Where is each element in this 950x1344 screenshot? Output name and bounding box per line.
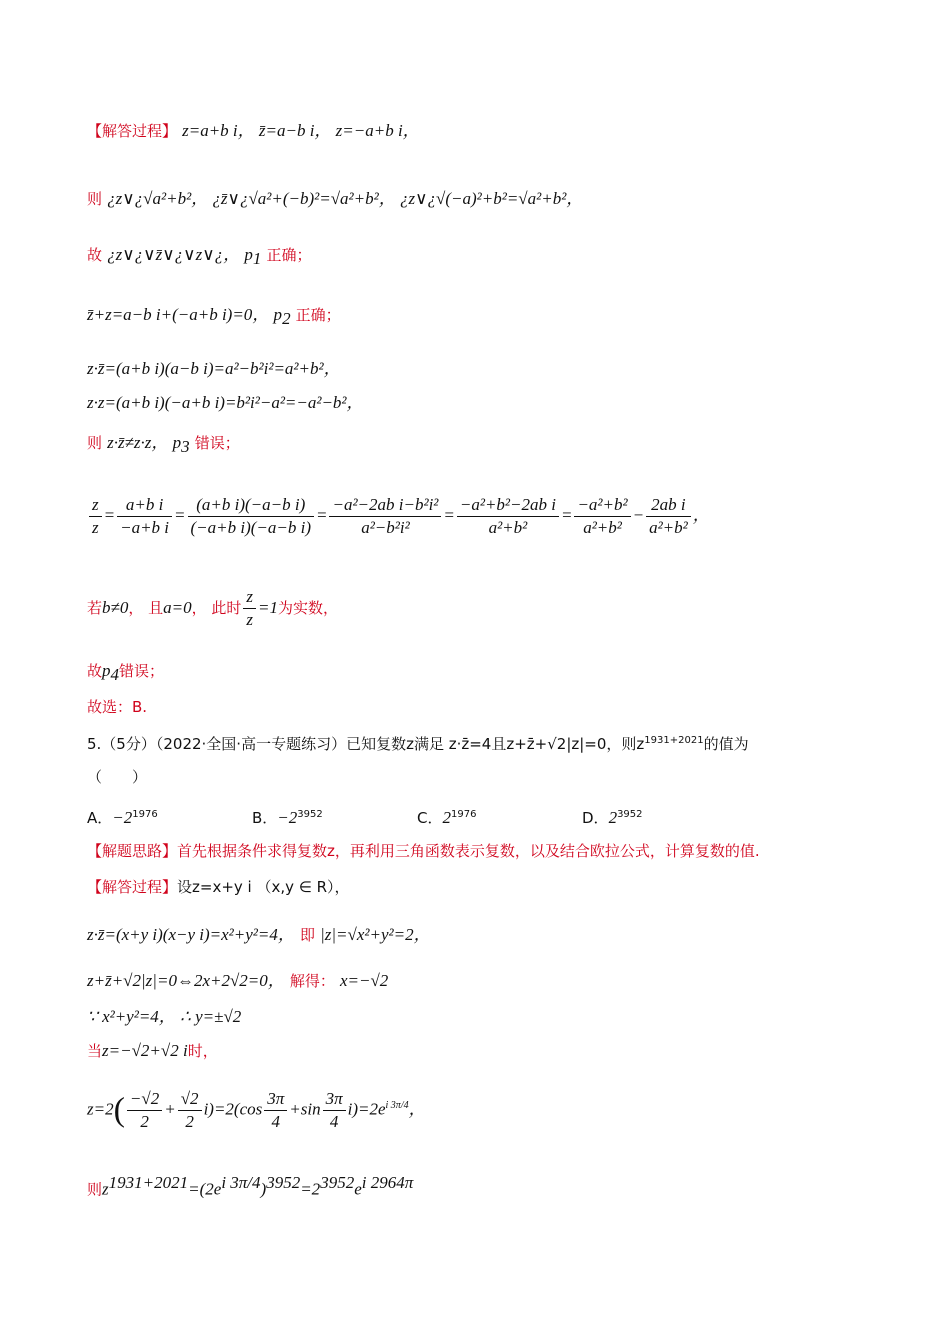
option-c[interactable]: C．$2^{1976}$ <box>417 808 477 827</box>
fraction: $\frac{\text{(a+b i)(−a−b i)}}{\text{(−a+b i)(−a−b i)}}$ <box>188 494 314 539</box>
solution-2-line-1 <box>87 924 431 946</box>
p3-line <box>87 432 240 458</box>
formula: z·z̄=(a+b i)(a−b i)=a²−b²i²=a²+b²， <box>87 359 341 378</box>
fraction: $\frac{√2}{2}$ <box>178 1088 202 1133</box>
verdict-text: 错误； <box>194 434 240 452</box>
solution-2-line-3 <box>87 1006 241 1028</box>
text: 若 <box>87 599 103 617</box>
option-a[interactable]: A．$-2^{1976}$ <box>87 808 158 827</box>
formula: z <box>102 1179 109 1199</box>
fraction: $\frac{\text{−a²+b²−2ab i}}{\text{a²+b²}}$ <box>457 494 559 539</box>
subscript: 4 <box>110 665 120 685</box>
solution-2-line-6: 则$z^{1931+2021}=(2e^{i 3\pi/4})^{3952}=2^{3952}e^{i 2964\pi}$ <box>87 1173 414 1199</box>
condition-line <box>87 586 338 631</box>
fraction: $\frac{z}{z}$ <box>89 494 102 539</box>
subscript: 3 <box>181 437 190 457</box>
formula: =1 <box>258 598 279 617</box>
fraction: $\frac{\text{−a²−2ab i−b²i²}}{\text{a²−b²i²}}$ <box>329 494 441 539</box>
fraction: $\frac{z}{z}$ <box>243 586 256 631</box>
lead-text: 当 <box>87 1042 103 1060</box>
text: 为实数， <box>278 599 339 617</box>
question-5-paren <box>87 766 147 788</box>
option-d[interactable]: D．$2^{3952}$ <box>582 808 643 827</box>
text: 时， <box>187 1042 218 1060</box>
p2-line <box>87 304 341 330</box>
option-b[interactable]: B．$-2^{3952}$ <box>252 808 323 827</box>
modulus-line <box>87 188 583 210</box>
text: 解得： <box>289 972 335 990</box>
idea-tag: 【解题思路】 <box>87 842 178 860</box>
choice-line <box>87 696 147 718</box>
question-tail: 的值为 <box>703 735 749 753</box>
formula: z̄+z=a−b i+(−a+b i)=0， p <box>87 305 283 324</box>
lead-text: 则 <box>87 434 103 452</box>
formula: a=0 <box>163 598 192 617</box>
lead-text: 则 <box>87 1180 103 1199</box>
product-line-1 <box>87 358 341 380</box>
product-line-2 <box>87 392 364 414</box>
choice-text: 故选：B. <box>87 698 148 716</box>
superscript: 1931+2021 <box>644 735 704 746</box>
verdict-text: 正确； <box>266 246 312 264</box>
formula: z=a+b i， z̄=a−b i， z=−a+b i， <box>182 121 420 140</box>
quotient-line: $\frac{z}{z}$ = $\frac{\text{a+b i}}{\text{−a+b i}}$ = $\frac{\text{(a+b i)(−a−b i)}}{\text{(−a+b i)(−a−b i)}}$ = $\frac{\text{−a²−2ab i−b²i²}}{\text{a²−b²i²}}$ = $\frac{\text{−a²+b²−2ab i}}{\text{a²+b²}}$ = $\frac{\text{−a²+b²}}{\text{a²+b²}}$ − $\frac{\text{2ab i}}{\text{a²+b²}}$ ， <box>87 494 710 539</box>
answer-blank: （ ） <box>87 768 148 786</box>
subscript: 1 <box>252 249 262 269</box>
formula: z·z=(a+b i)(−a+b i)=b²i²−a²=−a²−b²， <box>87 393 364 412</box>
formula: x=−√2 <box>339 971 389 990</box>
formula: z·z̄=(x+y i)(x−y i)=x²+y²=4， <box>87 925 295 944</box>
formula: p <box>102 661 111 680</box>
text: ， 此时 <box>191 599 242 617</box>
formula: ¿z∨¿√a²+b²， ¿z̄∨¿√a²+(−b)²=√a²+b²， ¿z∨¿√(−a)²+b²=√a²+b²， <box>107 189 584 208</box>
fraction: $\frac{\text{−a²+b²}}{\text{a²+b²}}$ <box>574 494 630 539</box>
lead-text: 则 <box>87 190 103 208</box>
formula: b≠0 <box>102 598 129 617</box>
subscript: 2 <box>282 309 291 329</box>
solution-process-line <box>87 120 420 142</box>
text: ， 且 <box>128 599 164 617</box>
text: 即 <box>299 926 315 944</box>
options-row <box>87 804 747 829</box>
solution-tag: 【解答过程】 <box>87 122 178 140</box>
lead-text: 故 <box>87 662 103 680</box>
lead-text: 故 <box>87 246 103 264</box>
question-5 <box>87 730 749 755</box>
solution-idea <box>87 840 760 862</box>
p4-line <box>87 660 164 686</box>
formula: ¿z∨¿∨z̄∨¿∨z∨¿， p <box>107 245 253 264</box>
solution-2-line-4 <box>87 1040 218 1062</box>
idea-text: 首先根据条件求得复数z，再利用三角函数表示复数，以及结合欧拉公式，计算复数的值. <box>177 842 760 860</box>
solution-2-line-5: z=2( $\frac{-√2}{2}$ + $\frac{√2}{2}$ i)=2(cos $\frac{3\pi}{4}$ +sin $\frac{3\pi}{4}$ $i)=2e^{i 3\pi/4}$， <box>87 1089 426 1131</box>
fraction: $\frac{3\pi}{4}$ <box>323 1088 346 1133</box>
fraction: $\frac{\text{2ab i}}{\text{a²+b²}}$ <box>646 494 691 539</box>
fraction: $\frac{3\pi}{4}$ <box>264 1088 287 1133</box>
solution-process-2 <box>87 876 350 898</box>
verdict-text: 错误； <box>119 662 165 680</box>
solution-text: 设z=x+y i （x,y ∈ R）， <box>177 878 350 896</box>
p1-line <box>87 244 312 270</box>
formula: z=−√2+√2 i <box>102 1041 188 1060</box>
verdict-text: 正确； <box>295 306 341 324</box>
formula: z·z̄≠z·z， p <box>107 433 182 452</box>
solution-tag: 【解答过程】 <box>87 878 178 896</box>
formula: |z|=√x²+y²=2， <box>320 925 431 944</box>
question-text: 5.（5分）（2022·全国·高一专题练习）已知复数z满足 z·z̄=4且z+z̄+√2|z|=0，则z <box>87 735 645 753</box>
formula: z+z̄+√2|z|=0⇔2x+2√2=0， <box>87 971 285 990</box>
solution-2-line-2 <box>87 970 388 992</box>
fraction: $\frac{-√2}{2}$ <box>127 1088 162 1133</box>
fraction: $\frac{\text{a+b i}}{\text{−a+b i}}$ <box>117 494 172 539</box>
formula: ∵ x²+y²=4， ∴ y=±√2 <box>87 1007 242 1026</box>
